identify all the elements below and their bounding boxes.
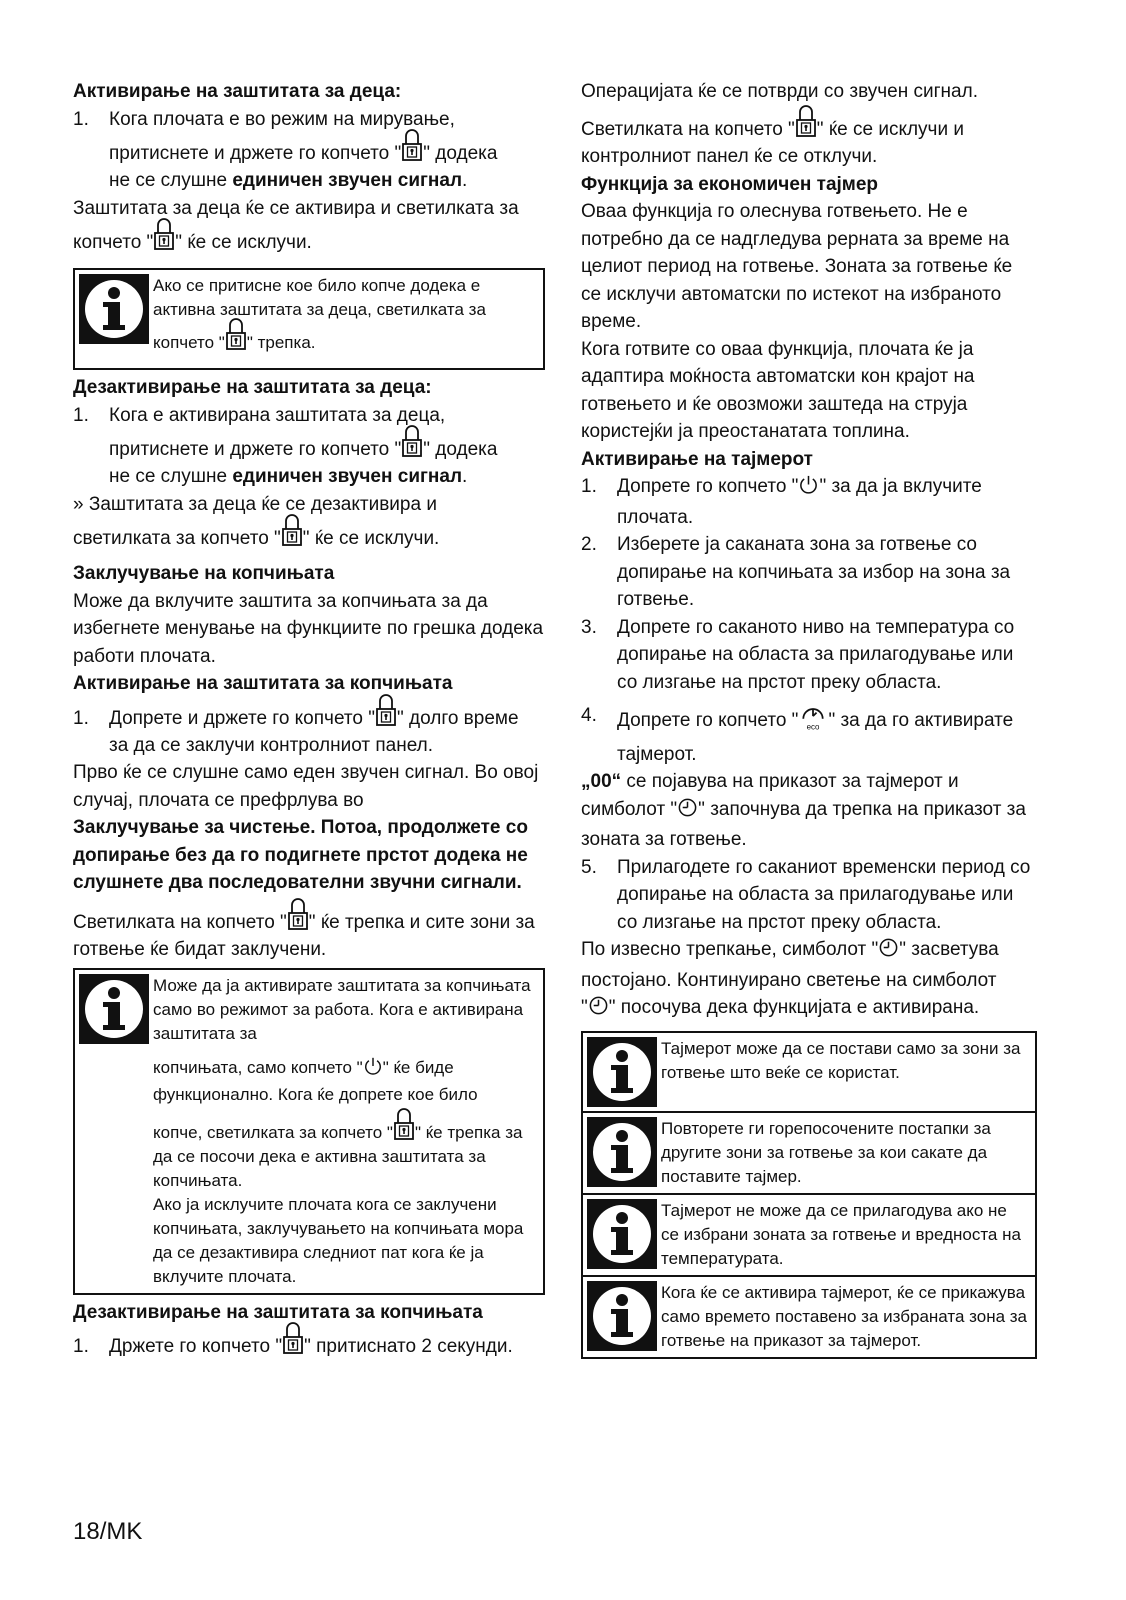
step-text bbox=[109, 1326, 545, 1368]
bold-paragraph: Заклучување за чистење. Потоа, продолжете со допирање без да го подигнете прстот додека не слушнете два последователни звучни сигнали. bbox=[73, 817, 528, 893]
info-text: Може да ја активирате заштитата за копчињата само во режимот за работа. Кога е активирана заштитата за bbox=[153, 975, 531, 1043]
lock-icon bbox=[154, 232, 174, 250]
text-fragment: Држете го копчето " bbox=[109, 1336, 283, 1357]
list-number: 1. bbox=[73, 108, 89, 130]
list-item bbox=[581, 531, 1037, 614]
heading-child-lock-on: Активирање на заштитата за деца: bbox=[73, 81, 402, 102]
power-icon bbox=[363, 1056, 383, 1083]
list-number: 3. bbox=[581, 616, 597, 638]
heading-key-lock-off: Дезактивирање на заштитата за копчињата bbox=[73, 1301, 483, 1323]
list-item bbox=[73, 106, 545, 195]
text-fragment: Допрете го копчето " bbox=[617, 710, 799, 731]
bold-text: единичен звучен сигнал bbox=[232, 466, 463, 487]
text-fragment: притиснете и држете го копчето " bbox=[109, 143, 402, 164]
paragraph bbox=[73, 222, 545, 264]
text-fragment: " ќе се исклучи. bbox=[302, 528, 440, 549]
eco-timer-icon bbox=[798, 702, 828, 741]
text-fragment: Допрете и држете го копчето " bbox=[109, 707, 375, 729]
step-text: Изберете ја саканата зона за готвење со допирање на копчињата за избор на зона за готвење. bbox=[617, 534, 1011, 610]
text-fragment: " ќе се исклучи. bbox=[175, 232, 312, 253]
clock-icon bbox=[588, 995, 609, 1025]
list-item bbox=[73, 402, 545, 491]
lock-icon bbox=[376, 708, 396, 726]
text-fragment: не се слушне bbox=[109, 466, 233, 487]
info-icon bbox=[587, 1117, 657, 1187]
text-fragment: " засветува постојано. Континуирано светење на симболот bbox=[581, 939, 999, 991]
paragraph: Операцијата ќе се потврди со звучен сигнал. bbox=[581, 81, 978, 102]
heading-key-lock-on: Активирање на заштитата за копчињата bbox=[73, 673, 453, 694]
info-icon bbox=[587, 1199, 657, 1269]
lock-icon bbox=[402, 143, 422, 161]
info-text: Тајмерот може да се постави само за зони за готвење што веќе се користат. bbox=[661, 1038, 1021, 1082]
paragraph bbox=[581, 116, 1037, 171]
text-fragment: " додека bbox=[423, 439, 498, 460]
info-text bbox=[153, 1121, 537, 1193]
info-icon bbox=[79, 974, 149, 1044]
info-box bbox=[73, 268, 545, 370]
list-item bbox=[73, 698, 545, 760]
paragraph: Заштитата за деца ќе се активира и светилката за bbox=[73, 197, 519, 219]
step-text: Прилагодете го саканиот временски период со допирање на областа за прилагодување или со лизгање на прстот преку областа. bbox=[617, 856, 1031, 933]
info-text bbox=[153, 1056, 537, 1107]
list-number: 1. bbox=[581, 476, 597, 497]
text-fragment: притиснете и држете го копчето " bbox=[109, 439, 402, 460]
info-text: Ако ја исклучите плочата кога се заклучени копчињата, заклучувањето на копчињата мора да се дезактивира следниот пат кога ќе ја вклучите плочата. bbox=[153, 1194, 524, 1286]
lock-icon bbox=[394, 1122, 414, 1140]
text-fragment: " посочува дека функцијата е активирана. bbox=[608, 997, 980, 1018]
list-number: 4. bbox=[581, 705, 597, 726]
text-fragment: копчето " bbox=[153, 333, 225, 352]
left-column bbox=[73, 78, 545, 1368]
info-text: Тајмерот не може да се прилагодува ако не се избрани зоната за готвење и вредноста на температурата. bbox=[661, 1200, 1021, 1268]
step-text: Допрете го саканото ниво на температура со допирање на областа за прилагодување или со лизгање на прстот преку областа. bbox=[617, 616, 1015, 693]
paragraph bbox=[581, 994, 1037, 1025]
lock-icon bbox=[796, 119, 816, 137]
paragraph: Прво ќе се слушне само еден звучен сигнал. Во овој случај, плочата се префрлува во bbox=[73, 762, 539, 811]
info-text: Повторете ги горепосочените постапки за другите зони за готвење за кои сакате да поставите тајмер. bbox=[661, 1118, 991, 1186]
info-box bbox=[583, 1113, 1035, 1193]
step-text: Кога е активирана заштитата за деца, bbox=[109, 404, 446, 426]
text-fragment: . bbox=[462, 170, 468, 191]
bold-text: единичен звучен сигнал bbox=[232, 170, 463, 191]
text-fragment: " долго време bbox=[396, 707, 519, 729]
lock-icon bbox=[283, 1336, 303, 1354]
list-item bbox=[581, 473, 1037, 531]
text-fragment: светилката за копчето " bbox=[73, 528, 281, 549]
list-item bbox=[73, 1326, 545, 1368]
info-icon bbox=[587, 1281, 657, 1351]
lock-icon bbox=[402, 439, 422, 457]
paragraph bbox=[73, 518, 545, 560]
info-text bbox=[153, 322, 537, 364]
text-fragment: " за да ја вклучите плочата. bbox=[617, 476, 982, 528]
text-fragment: " ќе биде функционално. Кога ќе допрете кое било bbox=[153, 1057, 478, 1104]
info-box bbox=[583, 1195, 1035, 1275]
text-fragment: " за да го активирате тајмерот. bbox=[617, 710, 1014, 765]
step-text bbox=[617, 702, 1037, 768]
step-text: Кога плочата е во режим на мирување, bbox=[109, 108, 455, 130]
heading-key-lock: Заклучување на копчињата bbox=[73, 563, 335, 584]
paragraph: Може да вклучите заштита за копчињата за да избегнете менување на функциите по грешка додека работи плочата. bbox=[73, 590, 544, 667]
text-fragment: копчињата, само копчето " bbox=[153, 1057, 363, 1077]
list-number: 1. bbox=[73, 707, 89, 729]
heading-timer-on: Активирање на тајмерот bbox=[581, 448, 813, 470]
list-item bbox=[581, 854, 1037, 937]
lock-icon bbox=[282, 528, 302, 546]
info-icon bbox=[587, 1037, 657, 1107]
text-fragment: " bbox=[581, 997, 588, 1018]
text-fragment: Светилката на копчето " bbox=[581, 118, 795, 140]
text-fragment: Допрете го копчето " bbox=[617, 476, 799, 497]
text-fragment: " започнува да трепка на приказот за зоната за готвење. bbox=[581, 798, 1026, 850]
text-fragment: " ќе трепка и сите зони за готвење ќе бидат заклучени. bbox=[73, 911, 535, 960]
right-column bbox=[581, 78, 1037, 1359]
text-fragment: " ќе се исклучи и контролниот панел ќе се отклучи. bbox=[581, 118, 964, 167]
paragraph: » Заштитата за деца ќе се дезактивира и bbox=[73, 493, 437, 515]
text-fragment: По извесно трепкање, симболот " bbox=[581, 939, 879, 960]
paragraph: Кога готвите со оваа функција, плочата ќе ја адаптира моќноста автоматски кон крајот на готвењето и ќе овозможи заштеда на струја користејќи ја преостанатата топлина. bbox=[581, 338, 975, 442]
text-fragment: копче, светилката за копчето " bbox=[153, 1122, 393, 1142]
text-fragment: копчето " bbox=[73, 232, 154, 253]
lock-icon bbox=[288, 912, 308, 930]
power-icon bbox=[798, 474, 819, 504]
clock-icon bbox=[677, 797, 698, 827]
step-text: за да се заклучи контролниот панел. bbox=[109, 734, 433, 756]
info-box bbox=[583, 1033, 1035, 1111]
step-text bbox=[617, 473, 1037, 531]
heading-eco-timer: Функција за економичен тајмер bbox=[581, 173, 879, 195]
text-fragment: . bbox=[462, 466, 468, 487]
text-fragment: " трепка. bbox=[246, 333, 316, 352]
clock-icon bbox=[878, 937, 899, 967]
paragraph bbox=[581, 768, 1037, 854]
list-number: 2. bbox=[581, 534, 597, 555]
info-box bbox=[583, 1277, 1035, 1357]
info-box bbox=[73, 968, 545, 1295]
heading-child-lock-off: Дезактивирање на заштитата за деца: bbox=[73, 377, 432, 398]
info-text: Ако се притисне кое било копче додека е активна заштитата за деца, светилката за bbox=[153, 276, 486, 319]
lock-icon bbox=[226, 332, 246, 350]
paragraph bbox=[73, 909, 545, 964]
list-number: 5. bbox=[581, 856, 597, 878]
page-number: 18/MK bbox=[73, 1518, 143, 1545]
text-fragment: Светилката на копчето " bbox=[73, 911, 287, 933]
info-icon bbox=[79, 274, 149, 344]
list-number: 1. bbox=[73, 1336, 89, 1357]
text-fragment: не се слушне bbox=[109, 170, 233, 191]
paragraph: Оваа функција го олеснува готвењето. Не е потребно да се надгледува рерната за време на целиот период на готвење. Зоната за готвење ќе се исклучи автоматски по истекот на избраното време. bbox=[581, 201, 1013, 332]
text-fragment: " притиснато 2 секунди. bbox=[304, 1336, 513, 1357]
text-fragment: " ќе трепка за да се посочи дека е активна заштитата за копчињата. bbox=[153, 1122, 523, 1190]
list-item bbox=[581, 614, 1037, 697]
info-box-group bbox=[581, 1031, 1037, 1359]
text-fragment: се појавува на приказот за тајмерот и симболот " bbox=[581, 771, 959, 820]
list-item bbox=[581, 702, 1037, 768]
bold-text: „00“ bbox=[581, 771, 622, 792]
text-fragment: " додека bbox=[423, 143, 498, 164]
paragraph bbox=[581, 936, 1037, 994]
info-text: Кога ќе се активира тајмерот, ќе се прикажува само времето поставено за избраната зона за готвење на приказот за тајмерот. bbox=[661, 1282, 1028, 1350]
list-number: 1. bbox=[73, 404, 89, 426]
